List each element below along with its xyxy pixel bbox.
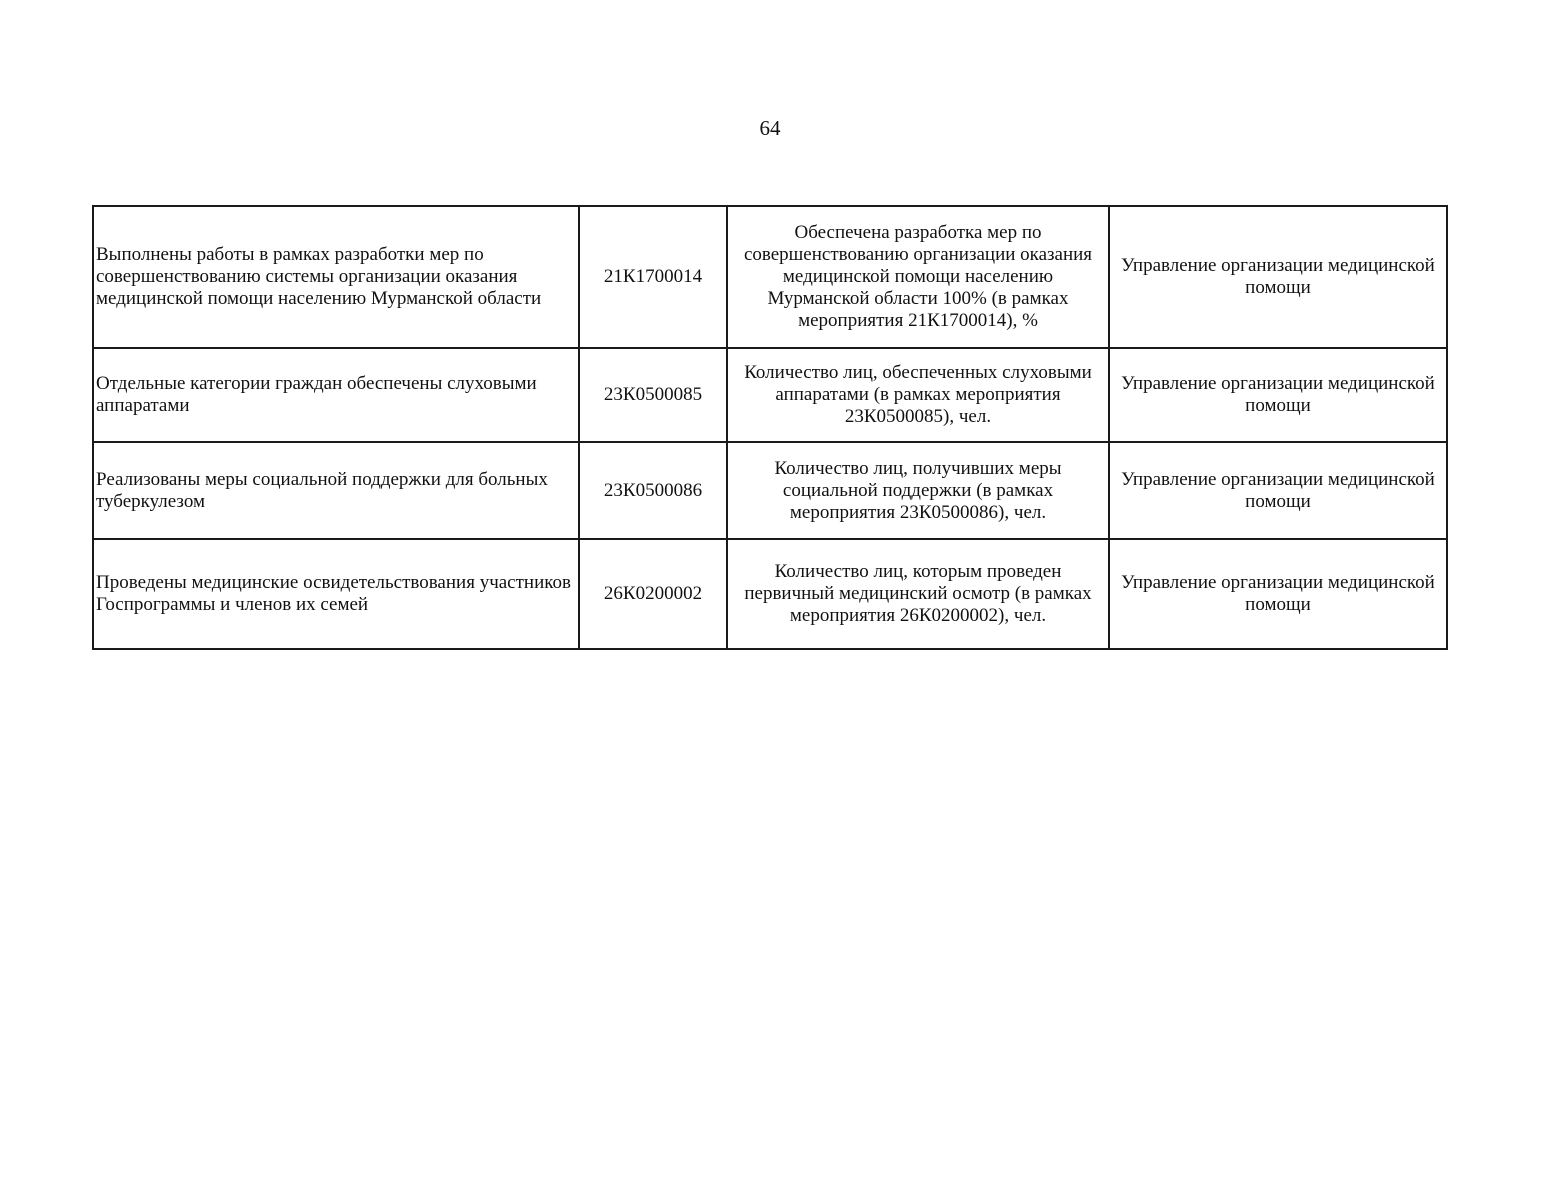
measures-table (92, 205, 1448, 650)
measure-indicator: Обеспечена разработка мер по совершенствованию организации оказания медицинской помощи населению Мурманской области 100% (в рамках мероприятия 21К1700014), % (727, 206, 1109, 348)
measure-description: Отдельные категории граждан обеспечены слуховыми аппаратами (93, 348, 579, 442)
responsible-department: Управление организации медицинской помощи (1109, 539, 1447, 649)
table-row (93, 442, 1447, 539)
responsible-department: Управление организации медицинской помощи (1109, 348, 1447, 442)
table-row (93, 539, 1447, 649)
measure-description: Реализованы меры социальной поддержки для больных туберкулезом (93, 442, 579, 539)
measure-code: 21К1700014 (579, 206, 727, 348)
measure-description: Выполнены работы в рамках разработки мер по совершенствованию системы организации оказания медицинской помощи населению Мурманской области (93, 206, 579, 348)
measure-code: 26К0200002 (579, 539, 727, 649)
measure-code: 23К0500086 (579, 442, 727, 539)
measure-description: Проведены медицинские освидетельствования участников Госпрограммы и членов их семей (93, 539, 579, 649)
measure-code: 23К0500085 (579, 348, 727, 442)
responsible-department: Управление организации медицинской помощи (1109, 206, 1447, 348)
page-number: 64 (759, 116, 781, 140)
responsible-department: Управление организации медицинской помощи (1109, 442, 1447, 539)
measure-indicator: Количество лиц, получивших меры социальной поддержки (в рамках мероприятия 23К0500086), чел. (727, 442, 1109, 539)
measure-indicator: Количество лиц, обеспеченных слуховыми аппаратами (в рамках мероприятия 23К0500085), чел. (727, 348, 1109, 442)
table-row (93, 206, 1447, 348)
table-row (93, 348, 1447, 442)
measure-indicator: Количество лиц, которым проведен первичный медицинский осмотр (в рамках мероприятия 26К0200002), чел. (727, 539, 1109, 649)
